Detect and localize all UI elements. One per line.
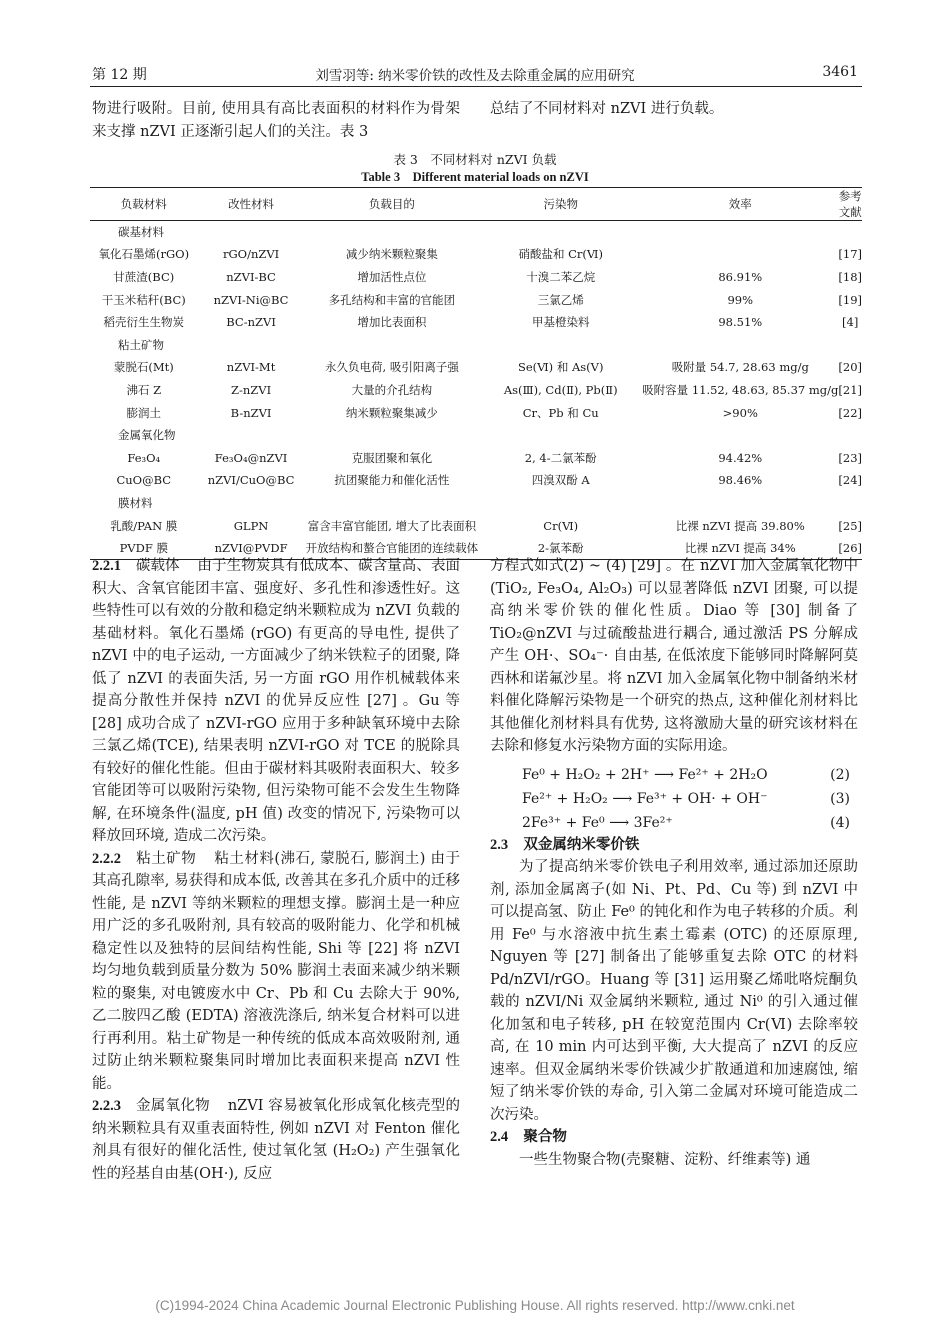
- table-cell: GLPN: [233, 518, 269, 533]
- section-heading: 双金属纳米零价铁: [523, 835, 640, 853]
- table-category-row: [90, 221, 862, 244]
- table-category-cell: 膜材料: [118, 495, 153, 510]
- equation-expression: 2Fe³⁺ + Fe⁰ ⟶ 3Fe²⁺: [522, 814, 673, 831]
- table-cell: [22]: [838, 405, 862, 420]
- table-caption-zh: 表 3 不同材料对 nZVI 负载: [393, 152, 557, 167]
- table-cell: [4]: [842, 315, 859, 330]
- table-cell: 减少纳米颗粒聚集: [345, 247, 438, 262]
- table-cell: 氧化石墨烯(rGO): [98, 247, 190, 262]
- table-row: [90, 514, 862, 537]
- left-column: [92, 555, 460, 1185]
- table-row: [90, 288, 862, 311]
- section-2-4-text: 一些生物聚合物(壳聚糖、淀粉、纤维素等) 通: [519, 1151, 811, 1168]
- table-cell: [21]: [838, 382, 862, 397]
- table-cell: 大量的介孔结构: [351, 382, 433, 397]
- table-cell: 甲基橙染料: [531, 315, 590, 330]
- section-heading: 聚合物: [523, 1128, 567, 1145]
- table-cell: 硝酸盐和 Cr(Ⅵ): [518, 247, 603, 262]
- table-cell: 十溴二苯乙烷: [526, 269, 596, 284]
- equation-number: (4): [830, 814, 850, 831]
- table-category-row: [90, 333, 862, 356]
- table-cell: [24]: [838, 473, 862, 488]
- table-header-cell: 改性材料: [198, 188, 305, 221]
- top-right-paragraph: [490, 98, 858, 121]
- table-category-cell: 粘土矿物: [118, 337, 164, 352]
- equation-3: [490, 786, 858, 810]
- table-row: [90, 311, 862, 334]
- table-cell: 膨润土: [126, 405, 162, 420]
- table-cell: [25]: [838, 518, 862, 533]
- table-cell: 三氯乙烯: [537, 292, 584, 307]
- equation-expression: Fe⁰ + H₂O₂ + 2H⁺ ⟶ Fe²⁺ + 2H₂O: [522, 766, 768, 783]
- table-cell: 比裸 nZVI 提高 34%: [642, 537, 838, 560]
- copyright-footer: (C)1994-2024 China Academic Journal Electronic Publishing House. All rights reserved. http://www.cnki.net: [155, 1298, 795, 1313]
- table-cell: 沸石 Z: [126, 382, 162, 397]
- top-right-text: 总结了不同材料对 nZVI 进行负载。: [490, 101, 724, 117]
- table-cell: Fe₃O₄@nZVI: [214, 450, 288, 465]
- table-row: [90, 469, 862, 492]
- running-header-title: 刘雪羽等: 纳米零价铁的改性及去除重金属的应用研究: [315, 68, 635, 84]
- table-row: [90, 379, 862, 402]
- section-text: nZVI 容易被氧化形成氧化核壳型的纳米颗粒具有双重表面特性, 例如 nZVI 对 Fenton 催化剂具有很好的催化活性, 使过氧化氢 (H₂O₂) 产生强氧化性的羟基自由基(OH·), 反应: [92, 1098, 461, 1182]
- table-cell: nZVI@PVDF: [198, 537, 305, 560]
- table-cell: B-nZVI: [230, 405, 272, 420]
- table-header-row: [90, 188, 862, 221]
- table-cell: 吸附量 54.7, 28.63 mg/g: [671, 360, 809, 375]
- table-category-cell: 金属氧化物: [118, 428, 176, 443]
- table-header-cell: 负载材料: [90, 188, 198, 221]
- table-cell: 永久负电荷, 吸引阳离子强: [325, 360, 459, 375]
- table-row: [90, 401, 862, 424]
- section-2-4-heading: [490, 1126, 858, 1149]
- section-text: 粘土材料(沸石, 蒙脱石, 膨润土) 由于其高孔隙率, 易获得和成本低, 改善其在多孔介质中的迁移性能, 是 nZVI 等纳米颗粒的理想支撑。膨润土是一种应用广泛的多孔吸附剂, 具有较高的吸附能力、化学和机械稳定性以及独特的层间结构性能, Shi 等 [22] 将 nZVI 均匀地负载到质量分数为 50% 膨润土表面来减少纳米颗粒的聚集, 对电镀废水中 Cr、Pb 和 Cu 去除大于 90%, 乙二胺四乙酸 (EDTA) 溶液洗涤后, 纳米复合材料可以进行再利用。粘土矿物是一种传统的低成本高效吸附剂, 通过防止纳米颗粒聚集同时增加比表面积来提高 nZVI 性能。: [92, 850, 461, 1092]
- table-row: [90, 446, 862, 469]
- section-2-3-heading: [490, 834, 858, 857]
- table-category-cell: 碳基材料: [118, 225, 164, 240]
- section-text: 由于生物炭具有低成本、碳含量高、表面积大、含氧官能团丰富、强度好、多孔性和渗透性好。这些特性可以有效的分散和稳定纳米颗粒成为 nZVI 负载的基础材料。氧化石墨烯 (rGO) 有更高的导电性, 提供了 nZVI 中的电子运动, 一方面减少了纳米铁粒子的团聚, 降低了 nZVI 的表面失活, 另一方面 rGO 用作机械载体来提高分散性并保持 nZVI 的优异反应性 [27] 。Gu 等 [28] 成功合成了 nZVI-rGO 应用于多种缺氧环境中去除三氯乙烯(TCE), 结果表明 nZVI-rGO 对 TCE 的脱除具有较好的催化性能。但由于碳材料其吸附表面积大、较多官能团等可以吸附污染物, 但污染物可能不会发生生物降解, 在环境条件(温度, pH 值) 改变的情况下, 污染物可以释放回环境, 造成二次污染。: [92, 558, 461, 844]
- table-cell: 甘蔗渣(BC): [113, 269, 175, 284]
- table-cell: 稻壳衍生生物炭: [103, 315, 185, 330]
- equation-4: [490, 810, 858, 834]
- table-body: [90, 221, 862, 560]
- table-cell: 86.91%: [718, 269, 763, 284]
- table-cell: 增加比表面积: [357, 315, 427, 330]
- material-load-table: [90, 187, 862, 560]
- table-cell: [19]: [838, 292, 862, 307]
- table-cell: 比裸 nZVI 提高 39.80%: [675, 518, 805, 533]
- running-header-issue: 第 12 期: [92, 67, 147, 83]
- table-cell: 蒙脱石(Mt): [113, 360, 174, 375]
- table-cell: rGO/nZVI: [222, 247, 280, 262]
- running-header-page: 3461: [822, 64, 858, 80]
- right-column: [490, 555, 858, 1171]
- table-header-cell: 负载目的: [305, 188, 480, 221]
- table-cell: 乳酸/PAN 膜: [110, 518, 178, 533]
- table-cell: nZVI-Ni@BC: [213, 292, 289, 307]
- table-cell: 98.46%: [718, 473, 763, 488]
- table-cell: Fe₃O₄: [127, 450, 161, 465]
- header-rule: [90, 86, 862, 87]
- table-cell: nZVI-BC: [226, 269, 276, 284]
- table-cell: 干玉米秸秆(BC): [101, 292, 186, 307]
- table-cell: nZVI/CuO@BC: [207, 473, 295, 488]
- table-header-cell: 污染物: [479, 188, 642, 221]
- top-left-paragraph: [92, 98, 460, 143]
- equation-number: (3): [830, 790, 850, 807]
- section-2-2-2: [92, 848, 460, 1096]
- table-cell: Cr、Pb 和 Cu: [522, 405, 599, 420]
- equation-number: (2): [830, 766, 850, 783]
- section-number: 2.2.2: [92, 850, 121, 867]
- table-cell: 吸附容量 11.52, 48.63, 85.37 mg/g: [642, 382, 839, 397]
- section-2-2-1: [92, 555, 460, 848]
- table-cell: 抗团聚能力和催化活性: [334, 473, 450, 488]
- equation-2: [490, 762, 858, 786]
- table-cell: [23]: [838, 450, 862, 465]
- section-2-3-text: 为了提高纳米零价铁电子利用效率, 通过添加还原助剂, 添加金属离子(如 Ni、Pt、Pd、Cu 等) 到 nZVI 中可以提高氢、防止 Fe⁰ 的钝化和作为电子转移的介质。利用 Fe⁰ 与水溶液中抗生素土霉素 (OTC) 的还原原理, Nguyen 等 [27] 制备出了能够重复去除 OTC 的材料 Pd/nZVI/rGO。Huang 等 [31] 运用聚乙烯吡咯烷酮负载的 nZVI/Ni 双金属纳米颗粒, 通过 Ni⁰ 的引入通过催化加氢和电子转移, pH 在较宽范围内 Cr(Ⅵ) 去除率较高, 在 10 min 内可达到平衡, 大大提高了 nZVI 的反应速率。但双金属纳米零价铁减少扩散通道和加速腐蚀, 缩短了纳米零价铁的寿命, 引入第二金属对环境可能造成二次污染。: [490, 859, 858, 1123]
- section-number: 2.3: [490, 836, 509, 853]
- table-row: [90, 356, 862, 379]
- section-heading: 粘土矿物: [136, 850, 197, 867]
- table-category-row: [90, 424, 862, 447]
- table-cell: As(Ⅲ), Cd(Ⅱ), Pb(Ⅱ): [503, 382, 618, 397]
- section-2-2-3: [92, 1095, 460, 1185]
- table-cell: 2-氯苯酚: [479, 537, 642, 560]
- table-cell: Z-nZVI: [231, 382, 272, 397]
- table-cell: [26]: [838, 537, 862, 560]
- table-cell: [20]: [838, 360, 862, 375]
- table-cell: [18]: [838, 269, 862, 284]
- table-cell: 克服团聚和氧化: [351, 450, 433, 465]
- paragraph-reaction-intro: 方程式如式(2) ~ (4) [29] 。在 nZVI 加入金属氧化物中(TiO₂, Fe₃O₄, Al₂O₃) 可以显著降低 nZVI 团聚, 可以提高纳米零价铁的催化性质。Diao 等 [30] 制备了 TiO₂@nZVI 与过硫酸盐进行耦合, 通过激活 PS 分解成产生 OH·、SO₄⁻· 自由基, 在低浓度下能够同时降解阿莫西林和诺氟沙星。将 nZVI 加入金属氧化物中制备纳米材料催化降解污染物是一个研究的热点, 这种催化剂材料比其他催化剂材料具有优势, 这将激励大量的研究该材料在去除和修复水污染物方面的实际用途。: [490, 558, 858, 754]
- table-category-row: [90, 492, 862, 515]
- section-number: 2.2.1: [92, 558, 121, 574]
- top-left-text: 物进行吸附。目前, 使用具有高比表面积的材料作为骨架来支撑 nZVI 正逐渐引起人们的关注。表 3: [92, 101, 460, 140]
- table-cell: [642, 243, 838, 266]
- table-cell: 富含丰富官能团, 增大了比表面积: [307, 518, 477, 533]
- table-cell: 99%: [727, 292, 754, 307]
- table-cell: 94.42%: [718, 450, 763, 465]
- table-cell: BC-nZVI: [226, 315, 276, 330]
- section-heading: 金属氧化物: [136, 1098, 210, 1114]
- table-cell: 四溴双酚 A: [531, 473, 590, 488]
- table-cell: 2, 4-二氯苯酚: [524, 450, 597, 465]
- table-cell: Cr(Ⅵ): [543, 518, 579, 533]
- table-caption-en: Table 3 Different material loads on nZVI: [361, 170, 589, 184]
- table-header-cell: 效率: [642, 188, 838, 221]
- table-cell: 98.51%: [718, 315, 763, 330]
- table-cell: PVDF 膜: [90, 537, 198, 560]
- equation-expression: Fe²⁺ + H₂O₂ ⟶ Fe³⁺ + OH· + OH⁻: [522, 790, 768, 807]
- table-cell: >90%: [722, 405, 758, 420]
- table-cell: 纳米颗粒聚集减少: [345, 405, 438, 420]
- table-row: [90, 266, 862, 289]
- section-number: 2.4: [490, 1129, 509, 1145]
- table-row: [90, 243, 862, 266]
- table-cell: nZVI-Mt: [226, 360, 276, 375]
- table-cell: Se(Ⅵ) 和 As(Ⅴ): [517, 360, 604, 375]
- table-cell: 多孔结构和丰富的官能团: [328, 292, 456, 307]
- table-cell: 开放结构和螯合官能团的连续载体: [305, 537, 480, 560]
- table-cell: CuO@BC: [116, 473, 172, 488]
- table-cell: [17]: [838, 247, 862, 262]
- table-cell: 增加活性点位: [357, 269, 427, 284]
- section-number: 2.2.3: [92, 1098, 121, 1114]
- section-heading: 碳载体: [135, 558, 180, 574]
- table-header-cell: 参考文献: [838, 189, 862, 219]
